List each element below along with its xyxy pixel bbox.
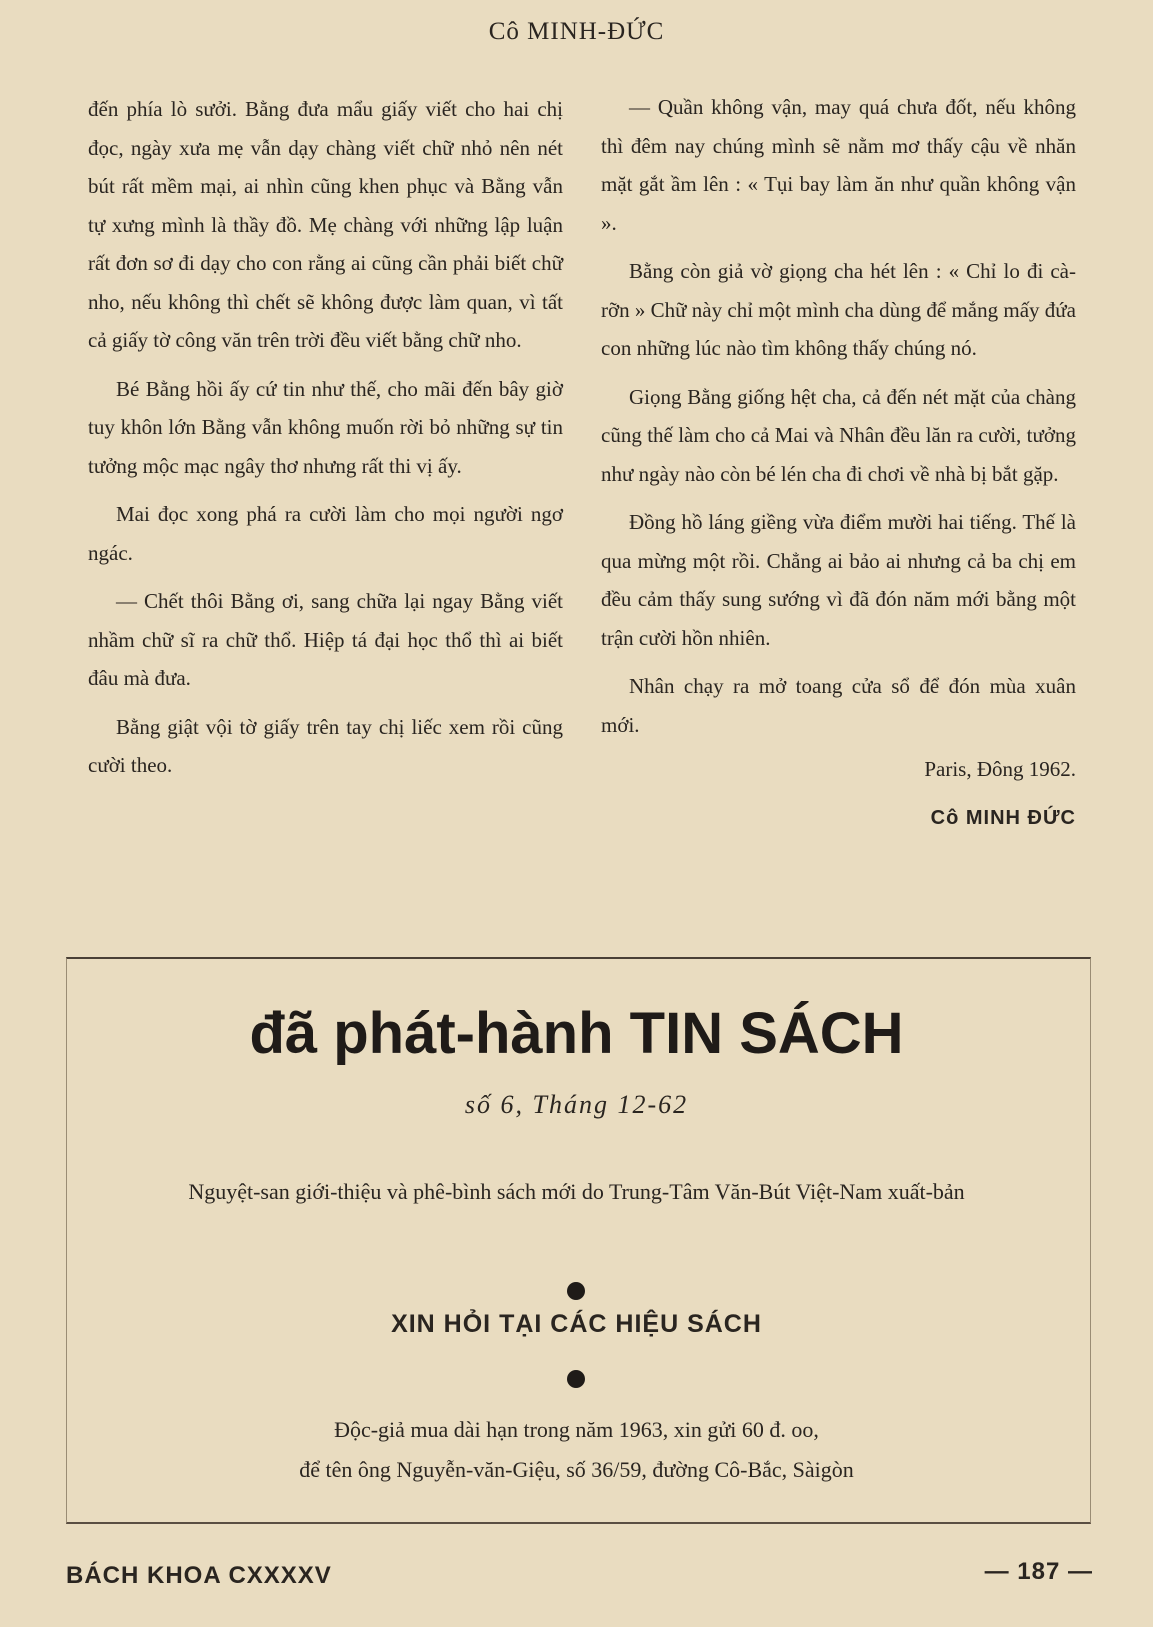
left-column <box>88 90 563 795</box>
page-number: — 187 — <box>984 1558 1093 1585</box>
paragraph: — Chết thôi Bằng ơi, sang chữa lại ngay Bằng viết nhầm chữ sĩ ra chữ thổ. Hiệp tá đại học thổ thì ai biết đâu mà đưa. <box>88 589 563 690</box>
paragraph: — Quần không vận, may quá chưa đốt, nếu không thì đêm nay chúng mình sẽ nằm mơ thấy cậu về nhăn mặt gắt ầm lên : « Tụi bay làm ăn như quần không vận ». <box>601 95 1076 235</box>
bullet-icon <box>567 1282 585 1300</box>
ad-ask: XIN HỎI TẠI CÁC HIỆU SÁCH <box>391 1310 762 1338</box>
signature-name: Cô MINH ĐỨC <box>930 806 1076 829</box>
ad-description: Nguyệt-san giới-thiệu và phê-bình sách mới do Trung-Tâm Văn-Bút Việt-Nam xuất-bản <box>188 1179 965 1204</box>
ad-subscription <box>140 1410 1013 1490</box>
signature-place: Paris, Đông 1962. <box>924 757 1076 781</box>
paragraph: Nhân chạy ra mở toang cửa sổ để đón mùa xuân mới. <box>601 674 1076 737</box>
ad-title: đã phát-hành TIN SÁCH <box>249 1001 904 1066</box>
paragraph: đến phía lò sưởi. Bằng đưa mẩu giấy viết cho hai chị đọc, ngày xưa mẹ vẫn dạy chàng viết chữ nhỏ nên nét bút rất mềm mại, ai nhìn cũng khen phục và Bằng vẫn tự xưng mình là thầy đồ. Mẹ chàng với những lập luận rất đơn sơ đi dạy cho con rằng ai cũng cần phải biết chữ nho, nếu không thì chết sẽ không được làm quan, vì tất cả giấy tờ công văn trên trời đều viết bằng chữ nho. <box>88 97 563 352</box>
paragraph: Bé Bằng hồi ấy cứ tin như thế, cho mãi đến bây giờ tuy khôn lớn Bằng vẫn không muốn rời bỏ những sự tin tưởng mộc mạc ngây thơ nhưng rất thi vị ấy. <box>88 376 563 478</box>
running-title: Cô MINH-ĐỨC <box>488 18 665 45</box>
ad-issue: số 6, Tháng 12-62 <box>464 1090 689 1119</box>
paragraph: Giọng Bằng giống hệt cha, cả đến nét mặt của chàng cũng thế làm cho cả Mai và Nhân đều lăn ra cười, tưởng như ngày nào còn bé lén cha đi chơi về nhà bị bắt gặp. <box>601 384 1076 486</box>
magazine-name: BÁCH KHOA CXXXXV <box>66 1562 332 1589</box>
paragraph: Bằng còn giả vờ giọng cha hét lên : « Chỉ lo đi cà-rỡn » Chữ này chỉ một mình cha dùng để mắng mấy đứa con những lúc nào tìm không thấy chúng nó. <box>601 259 1076 360</box>
right-column <box>601 88 1076 847</box>
bullet-icon <box>567 1370 585 1388</box>
paragraph: Bằng giật vội tờ giấy trên tay chị liếc xem rồi cũng cười theo. <box>88 714 563 777</box>
paragraph: Mai đọc xong phá ra cười làm cho mọi người ngơ ngác. <box>88 502 563 565</box>
subscription-line: để tên ông Nguyễn-văn-Giệu, số 36/59, đường Cô-Bắc, Sàigòn <box>299 1457 854 1482</box>
subscription-line: Độc-giả mua dài hạn trong năm 1963, xin gửi 60 đ. oo, <box>334 1417 819 1442</box>
paragraph: Đồng hồ láng giềng vừa điểm mười hai tiếng. Thế là qua mừng một rồi. Chẳng ai bảo ai nhưng cả ba chị em đều cảm thấy sung sướng vì đã đón năm mới bằng một trận cười hồn nhiên. <box>601 510 1076 650</box>
